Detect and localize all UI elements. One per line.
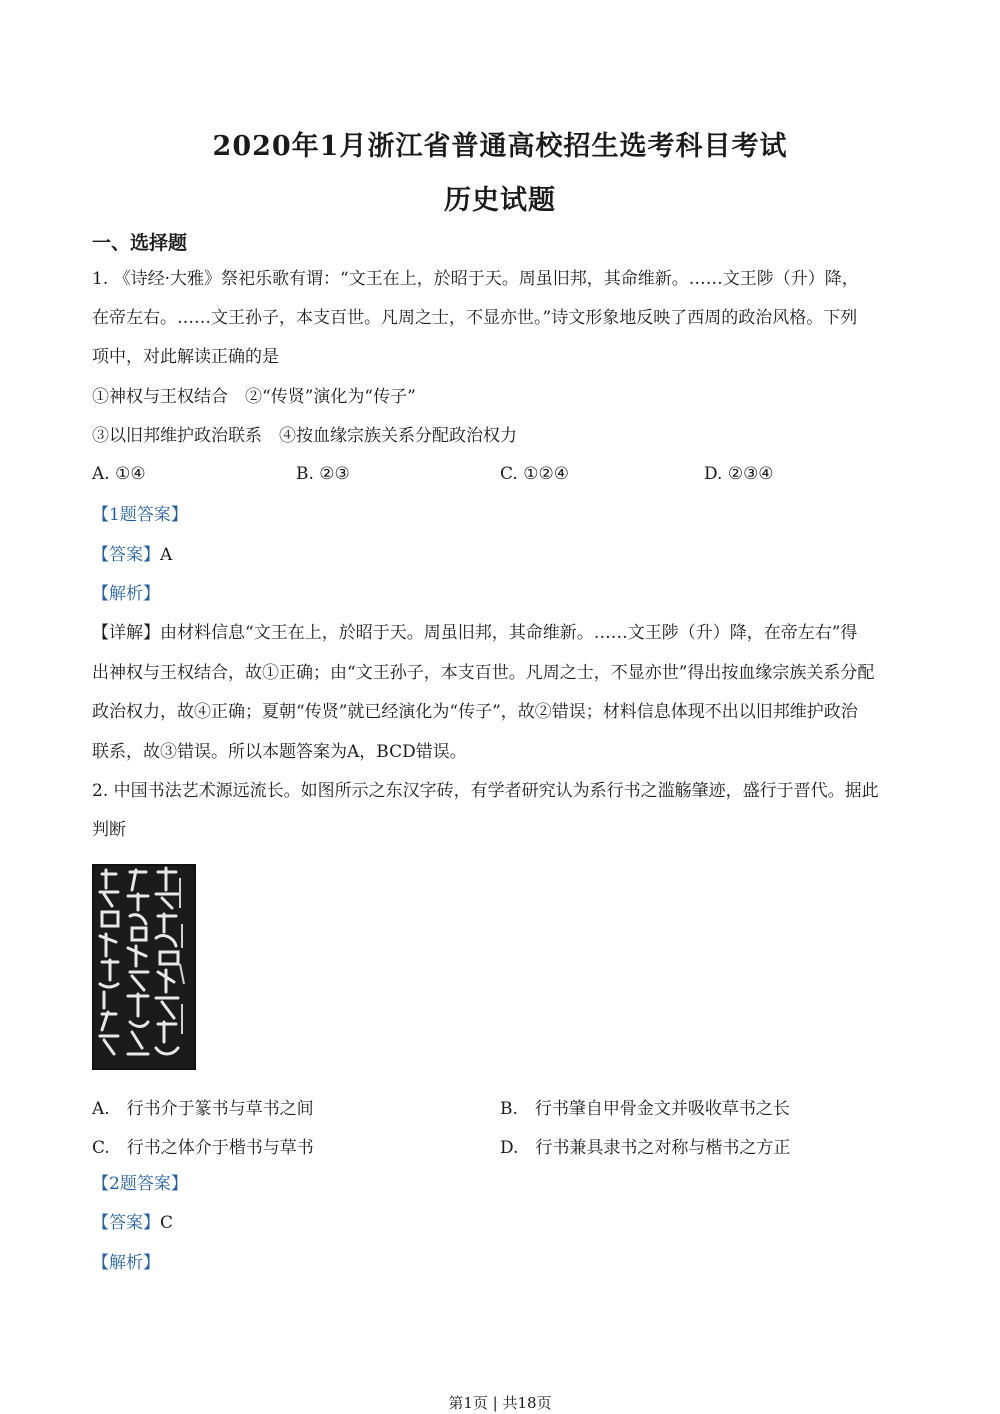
brick-rubbing-image: [92, 864, 196, 1070]
q1-option-c: C. ①②④: [500, 464, 569, 484]
answer-label: 【答案】: [92, 545, 160, 565]
q1-detail-line: 政治权力，故④正确；夏朝“传贤”就已经演化为“传子”，故②错误；材料信息体现不出以旧邦维护政治: [92, 702, 858, 722]
answer-value: C: [160, 1213, 174, 1233]
q1-option-b: B. ②③: [296, 464, 350, 484]
q2-answer-tag: 【2题答案】: [92, 1174, 188, 1194]
answer-value: A: [160, 545, 173, 565]
section-heading: 一、选择题: [92, 232, 188, 254]
q2-option-a: A. 行书介于篆书与草书之间: [92, 1099, 314, 1119]
q1-detail-line: 出神权与王权结合，故①正确；由“文王孙子，本支百世。凡周之士，不显亦世”得出按血缘宗族关系分配: [92, 663, 875, 683]
q1-stem-line: 1. 《诗经·大雅》祭祀乐歌有谓：“文王在上，於昭于天。周虽旧邦，其命维新。……文王陟（升）降，: [92, 269, 859, 289]
q1-answer: [92, 543, 912, 567]
page-footer: 第1页 | 共18页: [448, 1394, 552, 1412]
q1-analysis-tag: 【解析】: [92, 584, 160, 604]
q2-option-c: C. 行书之体介于楷书与草书: [92, 1138, 314, 1158]
detail-text: 由材料信息“文王在上，於昭于天。周虽旧邦，其命维新。……文王陟（升）降，在帝左右”得: [160, 623, 858, 643]
q2-stem-line: 判断: [92, 820, 126, 840]
q2-option-b: B. 行书肇自甲骨金文并吸收草书之长: [500, 1099, 790, 1119]
q1-statement-line: ③以旧邦维护政治联系 ④按血缘宗族关系分配政治权力: [92, 426, 517, 446]
q1-detail-line: [92, 621, 912, 645]
detail-label: 【详解】: [92, 623, 160, 643]
exam-title: 2020年1月浙江省普通高校招生选考科目考试: [212, 131, 788, 162]
answer-label: 【答案】: [92, 1213, 160, 1233]
q2-analysis-tag: 【解析】: [92, 1253, 160, 1273]
q2-answer: [92, 1211, 912, 1235]
q1-stem-line: 项中，对此解读正确的是: [92, 347, 279, 367]
q1-stem-line: 在帝左右。……文王孙子，本支百世。凡周之士，不显亦世。”诗文形象地反映了西周的政治风格。下列: [92, 308, 858, 328]
q1-option-a: A. ①④: [92, 464, 146, 484]
q1-option-d: D. ②③④: [704, 464, 774, 484]
q1-detail-line: 联系，故③错误。所以本题答案为A，BCD错误。: [92, 742, 467, 762]
exam-subtitle: 历史试题: [444, 185, 556, 216]
q2-option-d: D. 行书兼具隶书之对称与楷书之方正: [500, 1138, 791, 1158]
q1-answer-tag: 【1题答案】: [92, 505, 188, 525]
q1-statement-line: ①神权与王权结合 ②“传贤”演化为“传子”: [92, 387, 416, 407]
q2-stem-line: 2. 中国书法艺术源远流长。如图所示之东汉字砖，有学者研究认为系行书之滥觞肇迹，盛行于晋代。据此: [92, 781, 879, 801]
